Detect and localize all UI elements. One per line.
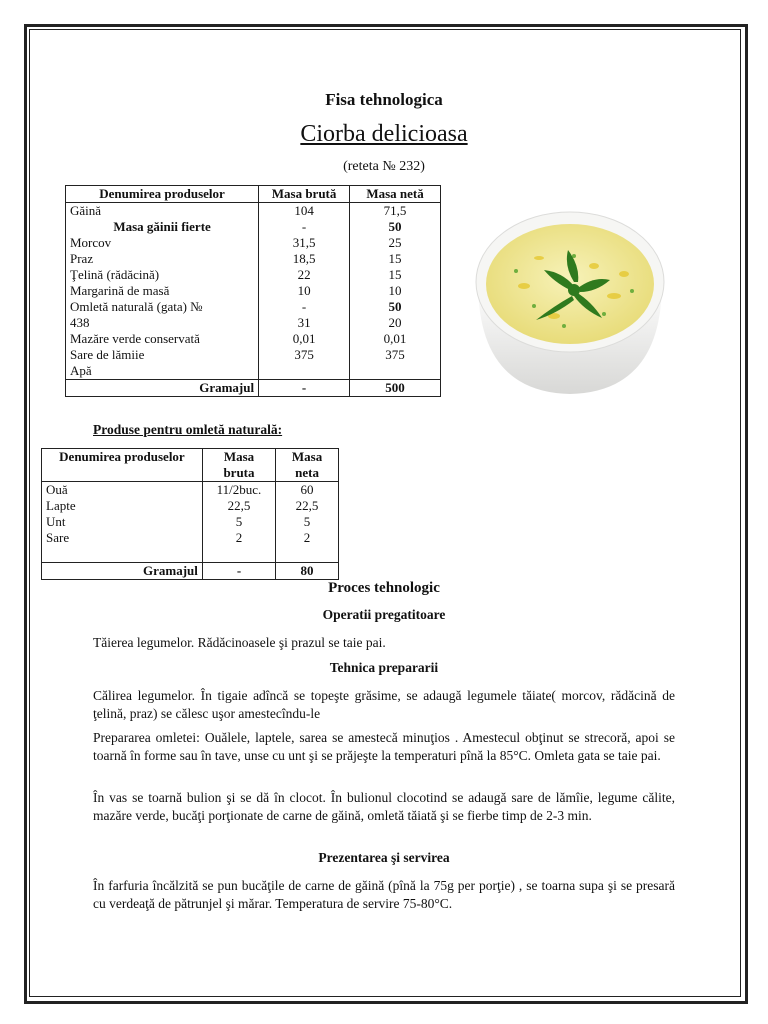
spacer-row [42, 546, 339, 563]
table-row [66, 235, 441, 251]
gross-mass: 11/2buc. [202, 482, 275, 499]
serve-heading: Prezentarea şi servirea [318, 850, 450, 865]
gross-mass [259, 363, 350, 380]
gross-mass: 5 [202, 514, 275, 530]
gross-mass: 375 [259, 347, 350, 363]
gross-mass: 22,5 [202, 498, 275, 514]
product-name: Sare [42, 530, 203, 546]
omlet-table [41, 448, 339, 580]
table-row [66, 347, 441, 363]
product-name: Margarină de masă [66, 283, 259, 299]
product-name: Unt [42, 514, 203, 530]
total-label: Gramajul [66, 380, 259, 397]
product-name: Omletă naturală (gata) № [66, 299, 259, 315]
total-net: 80 [276, 563, 339, 580]
net-mass: 60 [276, 482, 339, 499]
prep-text: Tăierea legumelor. Rădăcinoasele şi prazul se taie pai. [93, 635, 386, 650]
gross-mass: 10 [259, 283, 350, 299]
net-mass: 15 [350, 267, 441, 283]
product-name: Ouă [42, 482, 203, 499]
net-mass: 5 [276, 514, 339, 530]
gross-mass: 2 [202, 530, 275, 546]
product-name: Lapte [42, 498, 203, 514]
soup-bowl-image [464, 196, 676, 402]
table-row [66, 299, 441, 315]
empty-cell [42, 546, 203, 563]
net-mass: 22,5 [276, 498, 339, 514]
doc-subtitle: Fisa tehnologica [325, 90, 443, 109]
ingredients-table [65, 185, 441, 397]
net-mass: 375 [350, 347, 441, 363]
table-row [66, 203, 441, 220]
col-header-bruta: Masa bruta [202, 449, 275, 482]
table-row [42, 514, 339, 530]
product-name: Praz [66, 251, 259, 267]
gross-mass: 31 [259, 315, 350, 331]
col-header-name: Denumirea produselor [66, 186, 259, 203]
net-mass: 71,5 [350, 203, 441, 220]
product-name: Masa găinii fierte [66, 219, 259, 235]
net-mass: 2 [276, 530, 339, 546]
product-name: Ţelină (rădăcină) [66, 267, 259, 283]
table-row [66, 267, 441, 283]
table-row [42, 530, 339, 546]
gross-mass: - [259, 299, 350, 315]
total-row [66, 380, 441, 397]
net-mass: 0,01 [350, 331, 441, 347]
gross-mass: 18,5 [259, 251, 350, 267]
table-row [66, 331, 441, 347]
table-row [66, 251, 441, 267]
col-header-name: Denumirea produselor [42, 449, 203, 482]
product-name: Găină [66, 203, 259, 220]
table-row [66, 363, 441, 380]
net-mass [350, 363, 441, 380]
net-mass: 10 [350, 283, 441, 299]
net-mass: 50 [350, 219, 441, 235]
gross-mass: 31,5 [259, 235, 350, 251]
total-row [42, 563, 339, 580]
table-row [66, 283, 441, 299]
table-row [66, 219, 441, 235]
tech-heading: Tehnica prepararii [329, 660, 439, 675]
product-name: Mazăre verde conservată [66, 331, 259, 347]
net-mass: 20 [350, 315, 441, 331]
table-header-row [42, 449, 339, 482]
table-row [66, 315, 441, 331]
total-gross: - [259, 380, 350, 397]
gross-mass: - [259, 219, 350, 235]
process-title: Proces tehnologic [328, 580, 440, 596]
empty-cell [276, 546, 339, 563]
table-header-row [66, 186, 441, 203]
table-row [42, 482, 339, 499]
net-mass: 25 [350, 235, 441, 251]
serve-text: În farfuria încălzită se pun bucăţile de carne de găină (pînă la 75g per porţie) , se toarna supa şi se presară cu verdeaţă de pătrunjel şi mărar. Temperatura de servire 75-80°C. [93, 878, 675, 911]
empty-cell [202, 546, 275, 563]
net-mass: 15 [350, 251, 441, 267]
gross-mass: 0,01 [259, 331, 350, 347]
doc-title: Ciorba delicioasa [300, 121, 468, 147]
table-row [42, 498, 339, 514]
total-net: 500 [350, 380, 441, 397]
col-header-neta: Masa neta [276, 449, 339, 482]
product-name: Apă [66, 363, 259, 380]
net-mass: 50 [350, 299, 441, 315]
tech-paragraph-3: În vas se toarnă bulion şi se dă în clocot. În bulionul clocotind se adaugă sare de lămîie, legume călite, mazăre verde, bucăţi porţionate de carne de găină, omletă tăiată şi se fierbe timp de 2-3 min. [93, 790, 675, 823]
product-name: Morcov [66, 235, 259, 251]
prep-heading: Operatii pregatitoare [322, 607, 446, 622]
omlet-section-title: Produse pentru omletă naturală: [93, 422, 283, 437]
recipe-number: (reteta № 232) [343, 159, 425, 174]
gross-mass: 22 [259, 267, 350, 283]
tech-paragraph-2: Prepararea omletei: Ouălele, laptele, sarea se amestecă minuţios . Amestecul obţinut se strecoră, apoi se toarnă în forme sau în tave, unse cu unt şi se prăjeşte la temperaturi pînă la 85°C. Omleta gata se taie pai. [93, 730, 675, 763]
total-label: Gramajul [42, 563, 203, 580]
total-gross: - [202, 563, 275, 580]
col-header-bruta: Masa brută [259, 186, 350, 203]
gross-mass: 104 [259, 203, 350, 220]
product-name: 438 [66, 315, 259, 331]
col-header-neta: Masa netă [350, 186, 441, 203]
tech-paragraph-1: Călirea legumelor. În tigaie adîncă se topeşte grăsime, se adaugă legumele tăiate( morcov, rădăcină de ţelină, praz) se călesc uşor amestecîndu-le [93, 688, 675, 721]
product-name: Sare de lămiie [66, 347, 259, 363]
